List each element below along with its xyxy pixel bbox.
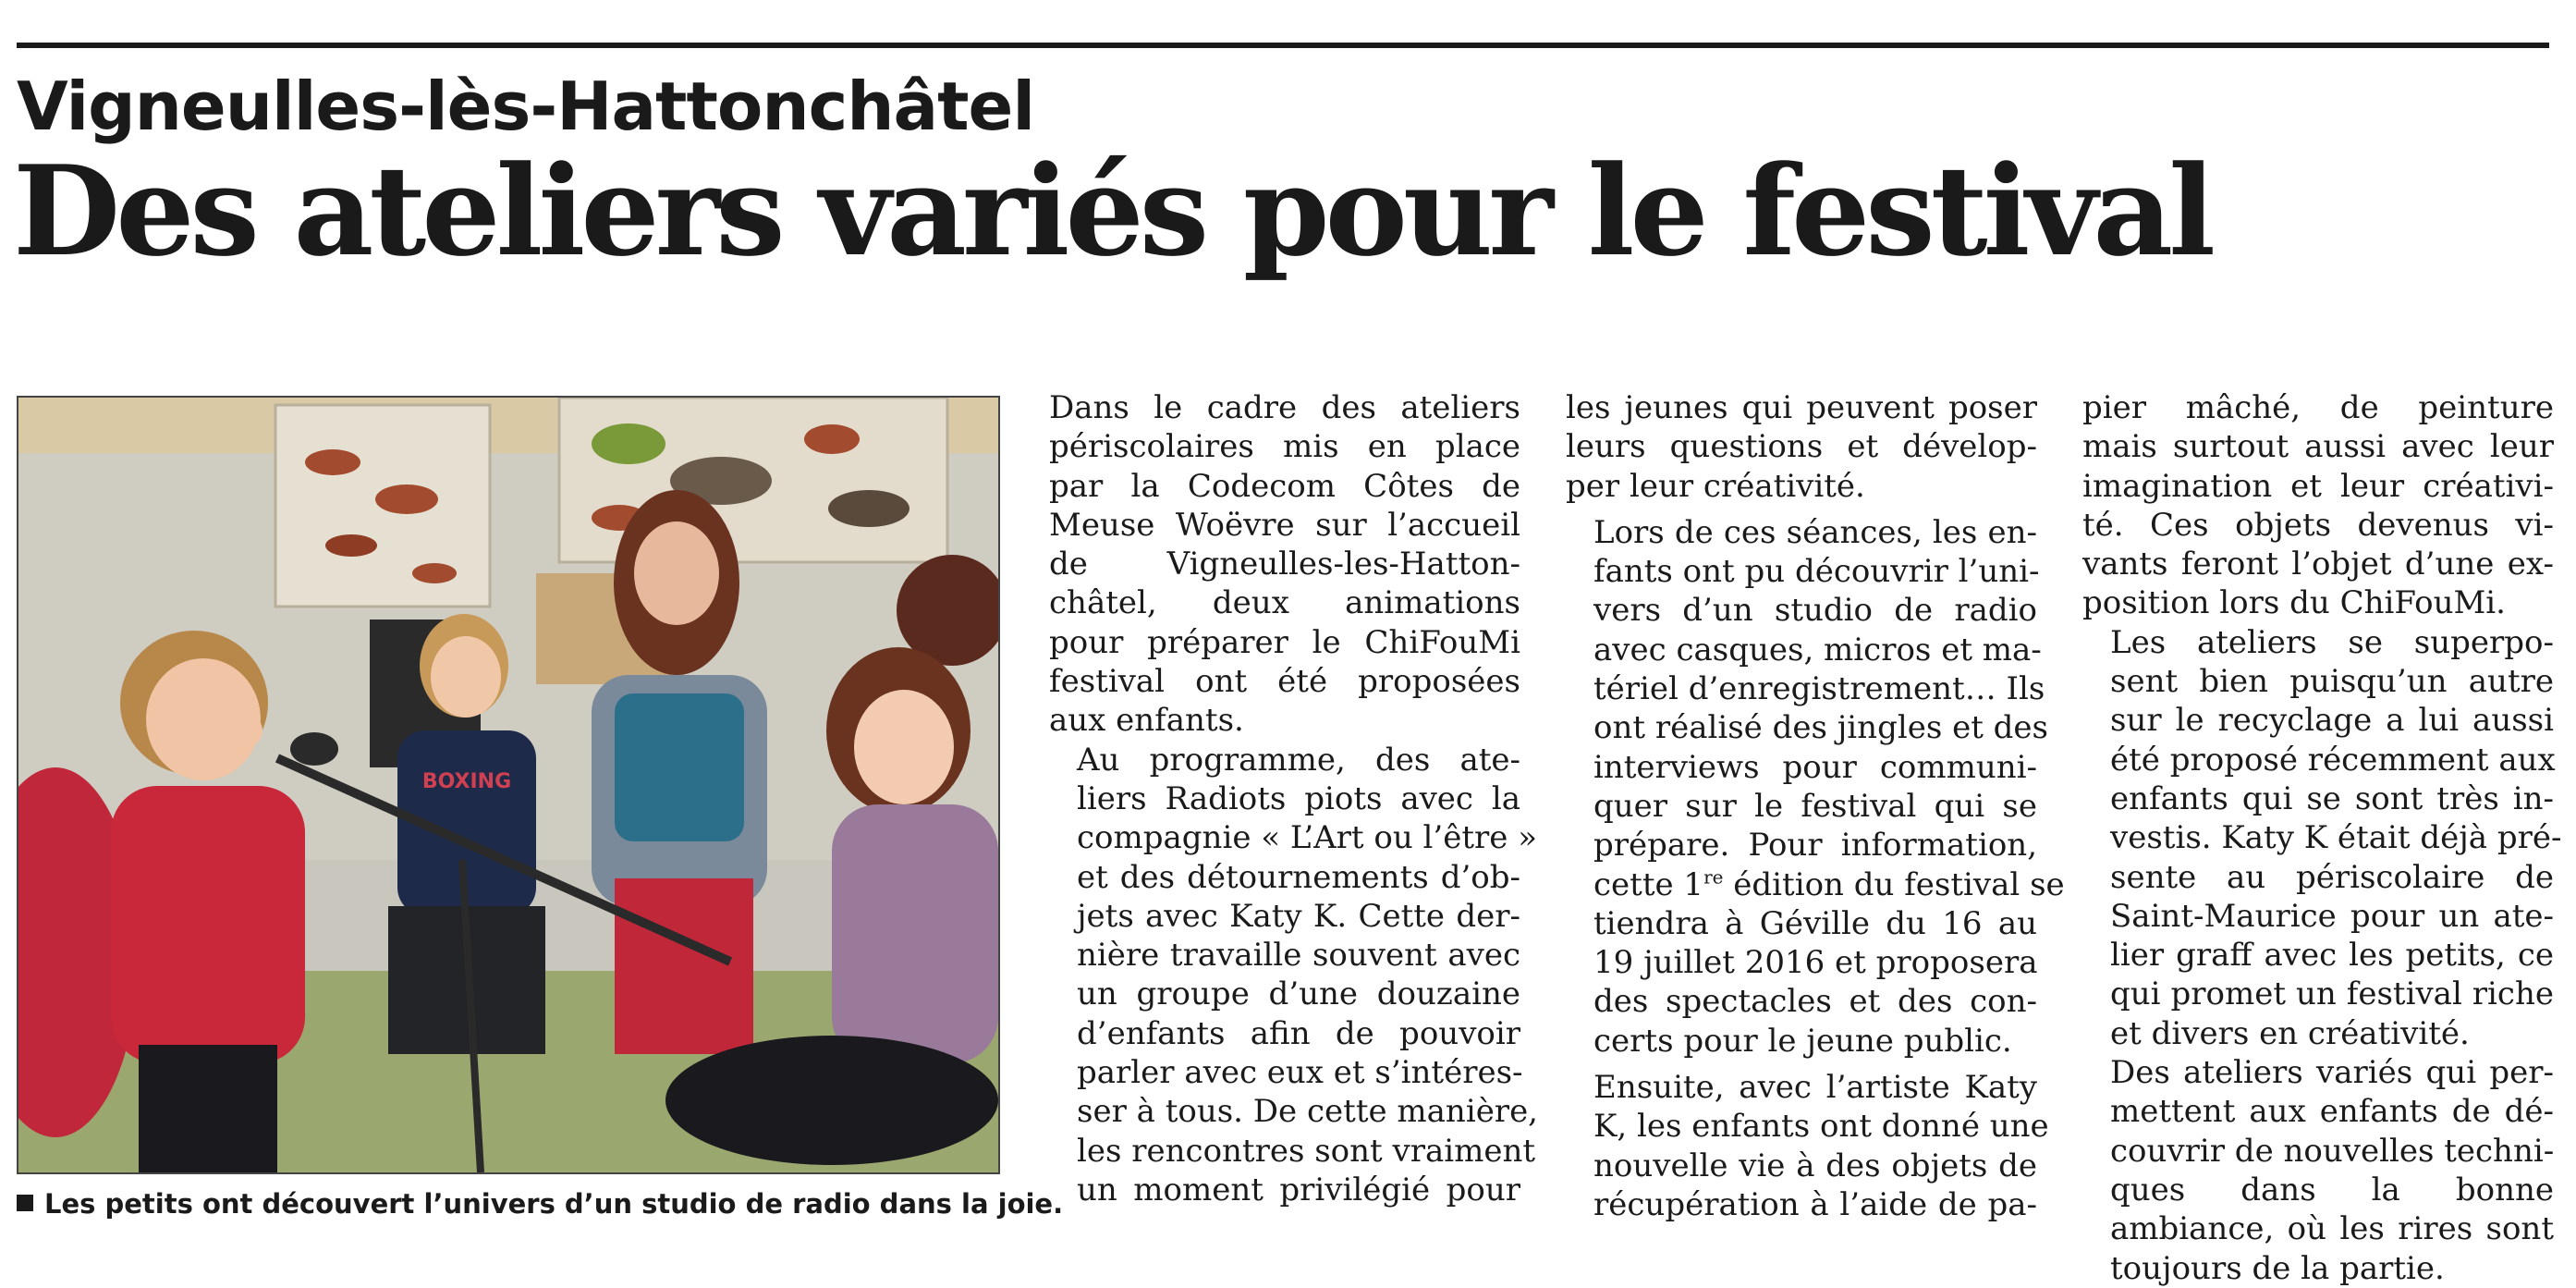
text-line: sent bien puisqu’un autre [2110, 663, 2554, 701]
location-kicker: Vigneulles-lès-Hattonchâtel [17, 67, 1035, 145]
text-line: périscolaires mis en place [1049, 428, 1520, 466]
paragraph [1566, 388, 2037, 506]
top-rule [17, 43, 2549, 48]
text-line: pour préparer le ChiFouMi [1049, 623, 1520, 661]
text-line: ser à tous. De cette manière, [1077, 1093, 1538, 1131]
text-line: vants feront l’objet d’une ex- [2082, 546, 2554, 583]
text-line: Des ateliers variés qui per- [2110, 1054, 2554, 1092]
article-photo [17, 396, 1000, 1174]
text-line: té. Ces objets devenus vi- [2082, 506, 2554, 544]
text-line: prépare. Pour information, [1593, 827, 2037, 865]
text-line: pier mâché, de peinture [2082, 389, 2554, 426]
text-line: enfants qui se sont très in- [2110, 779, 2554, 817]
text-line: jets avec Katy K. Cette der- [1077, 897, 1520, 935]
paragraph [1049, 388, 1520, 741]
text-line: compagnie « L’Art ou l’être » [1077, 819, 1537, 857]
text-line: aux enfants. [1049, 702, 1244, 740]
text-line: vers d’un studio de radio [1593, 592, 2037, 630]
caption-bullet [17, 1195, 33, 1211]
text-line: d’enfants afin de pouvoir [1077, 1014, 1520, 1052]
text-line: les rencontres sont vraiment [1077, 1132, 1536, 1170]
shirt-text: BOXING [421, 770, 512, 793]
text-line: nière travaille souvent avec [1077, 937, 1520, 975]
text-line: cette 1re édition du festival se [1593, 865, 2065, 903]
text-line: quer sur le festival qui se [1593, 787, 2037, 825]
article-headline: Des ateliers variés pour le festival [13, 138, 2212, 284]
text-line: les jeunes qui peuvent poser [1566, 389, 2037, 426]
photo-caption [17, 1185, 1064, 1222]
text-line: un moment privilégié pour [1077, 1171, 1520, 1208]
caption-text: Les petits ont découvert l’univers d’un studio de radio dans la joie. [44, 1188, 1064, 1220]
text-line: K, les enfants ont donné une [1593, 1108, 2049, 1146]
paragraph [2082, 1053, 2554, 1288]
text-line: position lors du ChiFouMi. [2082, 584, 2506, 622]
text-line: vestis. Katy K était déjà pré- [2110, 819, 2562, 857]
paragraph [1566, 513, 2065, 1061]
text-line: qui promet un festival riche [2110, 975, 2554, 1013]
text-line: ambiance, où les rires sont [2110, 1210, 2554, 1248]
text-line: liers Radiots piots avec la [1077, 779, 1520, 817]
text-line: tiendra à Géville du 16 au [1593, 904, 2037, 942]
text-line: imagination et leur créativi- [2082, 467, 2554, 505]
text-line: sur le recyclage a lui aussi [2110, 702, 2554, 740]
photo-illustration [18, 398, 998, 1172]
text-line: Les ateliers se superpo- [2110, 623, 2554, 661]
text-line: châtel, deux animations [1049, 584, 1520, 622]
paragraph [1049, 741, 1538, 1210]
text-line: couvrir de nouvelles techni- [2110, 1132, 2555, 1170]
text-line: Dans le cadre des ateliers [1049, 389, 1520, 426]
text-line: mais surtout aussi avec leur [2082, 428, 2554, 466]
text-line: nouvelle vie à des objets de [1593, 1147, 2037, 1184]
text-line: ques dans la bonne [2110, 1171, 2554, 1208]
text-line: Meuse Woëvre sur l’accueil [1049, 506, 1520, 544]
text-line: Au programme, des ate- [1077, 741, 1520, 779]
text-line: de Vigneulles-les-Hatton- [1049, 546, 1520, 583]
text-column-1 [1049, 388, 1538, 1209]
text-line: interviews pour communi- [1593, 748, 2037, 786]
text-line: Saint-Maurice pour un ate- [2110, 897, 2554, 935]
text-line: ont réalisé des jingles et des [1593, 709, 2049, 747]
text-line: mettent aux enfants de dé- [2110, 1093, 2554, 1131]
paragraph [2082, 388, 2554, 623]
text-line: par la Codecom Côtes de [1049, 467, 1520, 505]
text-line: lier graff avec les petits, ce [2110, 937, 2554, 975]
text-line: festival ont été proposées [1049, 663, 1520, 701]
text-line: toujours de la partie. [2110, 1249, 2445, 1287]
text-line: et divers en créativité. [2110, 1014, 2470, 1052]
text-line: parler avec eux et s’intéres- [1077, 1054, 1523, 1092]
text-line: un groupe d’une douzaine [1077, 975, 1520, 1013]
text-line: certs pour le jeune public. [1593, 1022, 2012, 1060]
text-column-3 [2082, 388, 2562, 1288]
text-line: 19 juillet 2016 et proposera [1593, 944, 2038, 982]
paragraph [2082, 623, 2562, 1053]
text-line: et des détournements d’ob- [1077, 858, 1520, 896]
text-line: per leur créativité. [1566, 467, 1865, 505]
text-line: fants ont pu découvrir l’uni- [1593, 553, 2040, 591]
text-line: avec casques, micros et ma- [1593, 631, 2042, 669]
text-line: Lors de ces séances, les en- [1593, 513, 2037, 551]
paragraph [1566, 1068, 2049, 1224]
text-line: Ensuite, avec l’artiste Katy [1593, 1069, 2037, 1107]
text-line: sente au périscolaire de [2110, 858, 2554, 896]
text-line: leurs questions et dévelop- [1566, 428, 2037, 466]
text-line: été proposé récemment aux [2110, 741, 2556, 779]
text-line: tériel d’enregistrement… Ils [1593, 670, 2045, 708]
text-line: des spectacles et des con- [1593, 983, 2037, 1021]
text-line: récupération à l’aide de pa- [1593, 1185, 2037, 1223]
text-column-2 [1566, 388, 2065, 1224]
